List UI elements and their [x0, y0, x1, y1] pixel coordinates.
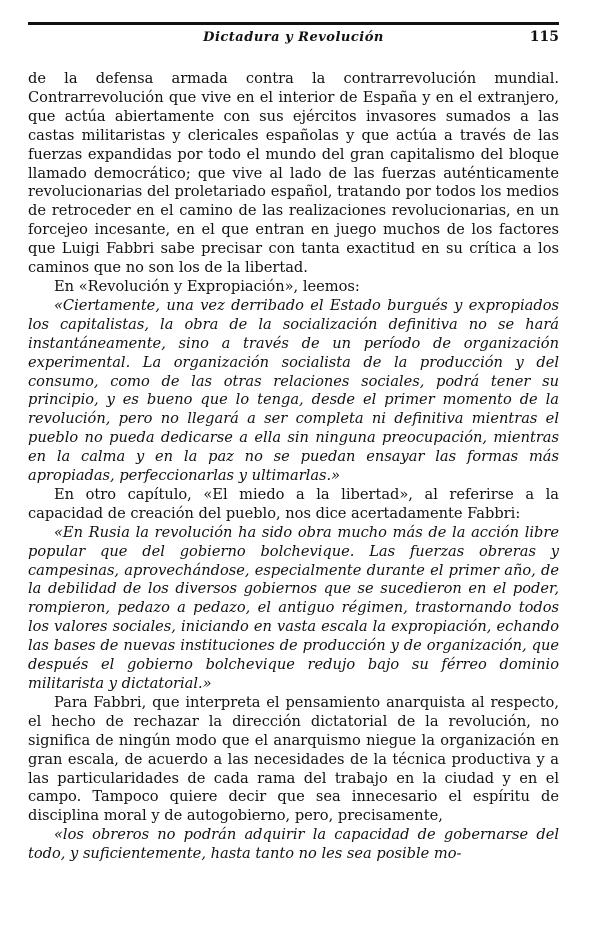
paragraph-quote-intro: En «Revolución y Expropiación», leemos:: [54, 277, 360, 295]
block-quote-rusia: «En Rusia la revolución ha sido obra mucho más de la acción libre popular que del gobierno bolchevique. Las fuerzas obreras y campesinas, aprovechándose, especialmente durante el primer año, de la debilidad de los diversos gobiernos que se sucedieron en el poder, rompieron, pedazo a pedazo, el antiguo régimen, trastornando todos los valores sociales, iniciando en vasta escala la expropiación, echando las bases de nuevas instituciones de producción y de organización, que después el gobierno bolchevique redujo bajo su férreo dominio militarista y dictatorial.»: [28, 523, 559, 692]
block-quote-revolucion-expropiacion: «Ciertamente, una vez derribado el Estado burgués y expropiados los capitalistas, la obra de la socialización definitiva no se hará instantáneamente, sino a través de un período de organización experimental. La organización socialista de la producción y del consumo, como de las otras relaciones sociales, podrá tener su principio, y es bueno que lo tenga, desde el primer momento de la revolución, pero no llegará a ser completa ni definitiva mientras el pueblo no pueda dedicarse a ella sin ninguna preocupación, mientras en la calma y en la paz no se puedan ensayar las formas más apropiadas, perfeccionarlas y ultimarlas.»: [28, 296, 559, 485]
page-header: [28, 22, 559, 50]
page-number: 115: [529, 29, 559, 45]
paragraph-miedo-libertad: En otro capítulo, «El miedo a la libertad», al referirse a la capacidad de creación del pueblo, nos dice acertadamente Fabbri:: [28, 485, 559, 522]
paragraph-fabbri-organizacion: Para Fabbri, que interpreta el pensamiento anarquista al respecto, el hecho de rechazar la dirección dictatorial de la revolución, no significa de ningún modo que el anarquismo niegue la organización en gran escala, de acuerdo a las necesidades de la técnica productiva y a las particularidades de cada rama del trabajo en la ciudad y en el campo. Tampoco quiere decir que sea innecesario el espíritu de disciplina moral y de autogobierno, pero, precisamente,: [28, 693, 559, 825]
header-rule: [28, 22, 559, 25]
paragraph-continuation: de la defensa armada contra la contrarrevolución mundial. Contrarrevolución que vive en el interior de España y en el extranjero, que actúa abiertamente con sus ejércitos invasores sumados a las castas militaristas y clericales españolas y que actúa a través de las fuerzas expandidas por todo el mundo del gran capitalismo del bloque llamado democrático; que vive al lado de las fuerzas auténticamente revolucionarias del proletariado español, tratando por todos los medios de retroceder en el camino de las realizaciones revolucionarias, en un forcejeo incesante, en el que entran en juego muchos de los factores que Luigi Fabbri sabe precisar con tanta exactitud en su crítica a los caminos que no son los de la libertad.: [28, 70, 559, 277]
body-text: [28, 70, 559, 864]
block-quote-obreros: «los obreros no podrán adquirir la capacidad de gobernarse del todo, y suficientemente, hasta tanto no les sea posible mo-: [28, 826, 559, 863]
running-title: Dictadura y Revolución: [203, 30, 384, 45]
